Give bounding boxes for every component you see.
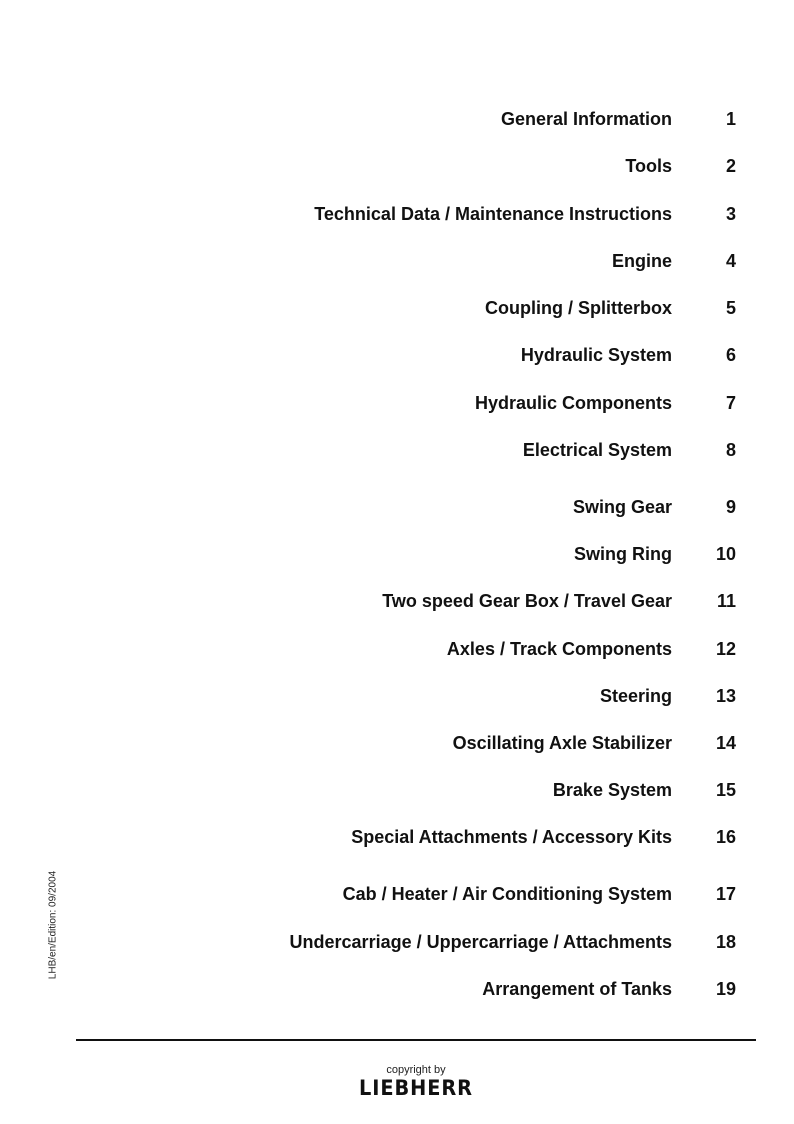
toc-row[interactable] [0,438,794,462]
edition-label: LHB/en/Edition: 09/2004 [47,870,59,980]
toc-item-title[interactable]: Hydraulic Components [474,393,672,413]
toc-item-number[interactable]: 14 [715,733,736,753]
toc-item-title[interactable]: Swing Gear [572,497,672,517]
toc-item-title[interactable]: Engine [611,251,672,271]
toc-item-title[interactable]: Hydraulic System [520,345,672,365]
toc-item-number[interactable]: 9 [725,497,736,517]
toc-row[interactable] [0,343,794,367]
toc-item-title[interactable]: Axles / Track Components [446,639,672,659]
toc-item-number[interactable]: 17 [715,884,736,904]
toc-item-title[interactable]: General Information [500,109,672,129]
toc-item-title[interactable]: Technical Data / Maintenance Instructions [314,204,672,224]
toc-item-number[interactable]: 8 [725,440,736,460]
toc-row[interactable] [0,589,794,613]
toc-item-title[interactable]: Special Attachments / Accessory Kits [351,827,672,847]
toc-item-number[interactable]: 19 [715,979,736,999]
toc-item-title[interactable]: Swing Ring [574,544,672,564]
toc-row[interactable] [0,778,794,802]
brand-logo: LIEBHERR [359,1076,473,1100]
toc-item-title[interactable]: Cab / Heater / Air Conditioning System [342,884,672,904]
toc-row[interactable] [0,202,794,226]
toc-row[interactable] [0,107,794,131]
footer-divider [76,1039,756,1041]
toc-item-number[interactable]: 1 [725,109,736,129]
toc-item-number[interactable]: 4 [725,251,736,271]
toc-row[interactable] [0,977,794,1001]
toc-row[interactable] [0,495,794,519]
toc-item-title[interactable]: Arrangement of Tanks [482,979,672,999]
toc-item-number[interactable]: 6 [725,345,736,365]
toc-row[interactable] [0,882,794,906]
toc-item-number[interactable]: 16 [715,827,736,847]
toc-item-title[interactable]: Oscillating Axle Stabilizer [452,733,672,753]
toc-item-number[interactable]: 13 [715,686,736,706]
toc-item-title[interactable]: Tools [625,156,672,176]
toc-item-number[interactable]: 15 [715,780,736,800]
toc-item-title[interactable]: Brake System [552,780,672,800]
toc-item-title[interactable]: Two speed Gear Box / Travel Gear [382,591,672,611]
toc-row[interactable] [0,249,794,273]
toc-item-number[interactable]: 7 [725,393,736,413]
toc-item-title[interactable]: Undercarriage / Uppercarriage / Attachments [289,932,672,952]
toc-item-number[interactable]: 2 [725,156,736,176]
toc-item-number[interactable]: 11 [716,591,736,611]
toc-item-number[interactable]: 5 [725,298,736,318]
toc-row[interactable] [0,731,794,755]
toc-item-number[interactable]: 10 [715,544,736,564]
toc-row[interactable] [0,154,794,178]
toc-row[interactable] [0,684,794,708]
toc-row[interactable] [0,930,794,954]
toc-item-number[interactable]: 18 [715,932,736,952]
toc-item-title[interactable]: Steering [599,686,672,706]
toc-row[interactable] [0,637,794,661]
toc-item-title[interactable]: Electrical System [522,440,672,460]
toc-row[interactable] [0,296,794,320]
toc-item-number[interactable]: 12 [715,639,736,659]
toc-item-number[interactable]: 3 [725,204,736,224]
toc-row[interactable] [0,391,794,415]
copyright-text: copyright by [386,1064,446,1076]
toc-item-title[interactable]: Coupling / Splitterbox [485,298,672,318]
toc-row[interactable] [0,542,794,566]
toc-row[interactable] [0,825,794,849]
